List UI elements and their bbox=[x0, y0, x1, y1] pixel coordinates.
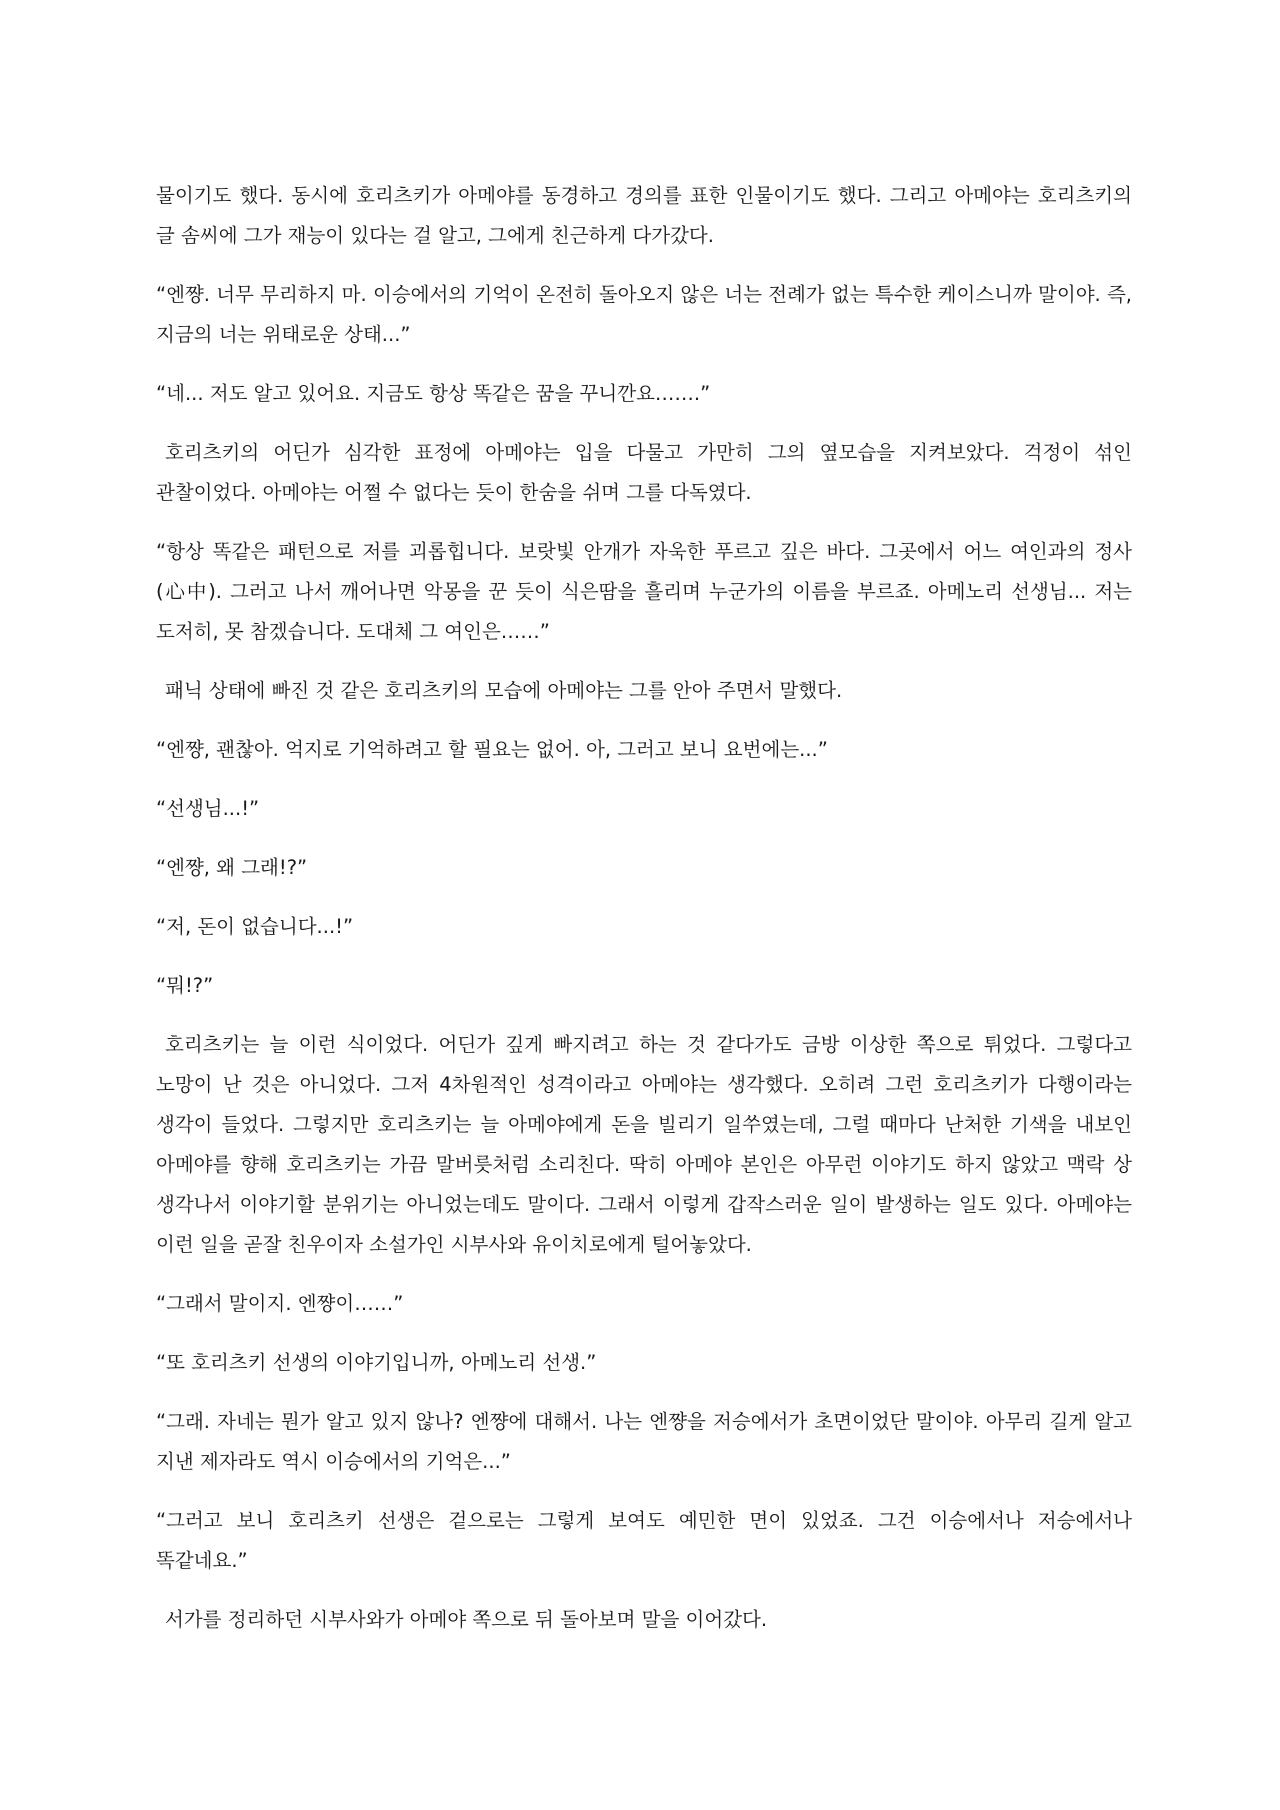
paragraph: “또 호리츠키 선생의 이야기입니까, 아메노리 선생.” bbox=[156, 1351, 597, 1374]
paragraph: “엔쨩, 왜 그래!?” bbox=[156, 856, 308, 879]
paragraph: “그래. 자네는 뭔가 알고 있지 않나? 엔쨩에 대해서. 나는 엔쨩을 저승에서가 초면이었단 말이야. 아무리 길게 알고 지낸 제자라도 역시 이승에서의 기억은...” bbox=[156, 1410, 1132, 1473]
paragraph: 패닉 상태에 빠진 것 같은 호리츠키의 모습에 아메야는 그를 안아 주면서 말했다. bbox=[165, 679, 843, 702]
paragraph: “그래서 말이지. 엔쨩이……” bbox=[156, 1292, 404, 1315]
paragraph: “그러고 보니 호리츠키 선생은 겉으로는 그렇게 보여도 예민한 면이 있었죠. 그건 이승에서나 저승에서나 똑같네요.” bbox=[156, 1509, 1132, 1572]
paragraph: “네... 저도 알고 있어요. 지금도 항상 똑같은 꿈을 꾸니깐요…….” bbox=[156, 382, 711, 405]
paragraph: “항상 똑같은 패턴으로 저를 괴롭힙니다. 보랏빛 안개가 자욱한 푸르고 깊은 바다. 그곳에서 어느 여인과의 정사(心中). 그러고 나서 깨어나면 악몽을 꾼 듯이 식은땀을 흘리며 누군가의 이름을 부르죠. 아메노리 선생님... 저는 도저히, 못 참겠습니다. 도대체 그 여인은……” bbox=[156, 540, 1132, 643]
paragraph: “엔쨩. 너무 무리하지 마. 이승에서의 기억이 온전히 돌아오지 않은 너는 전례가 없는 특수한 케이스니까 말이야. 즉, 지금의 너는 위태로운 상태...” bbox=[156, 283, 1132, 346]
paragraph: 호리츠키의 어딘가 심각한 표정에 아메야는 입을 다물고 가만히 그의 옆모습을 지켜보았다. 걱정이 섞인 관찰이었다. 아메야는 어쩔 수 없다는 듯이 한숨을 쉬며 그를 다독였다. bbox=[156, 441, 1132, 504]
paragraph: “선생님...!” bbox=[156, 797, 260, 820]
document-page bbox=[156, 176, 1132, 1659]
paragraph: 서가를 정리하던 시부사와가 아메야 쪽으로 뒤 돌아보며 말을 이어갔다. bbox=[165, 1608, 768, 1631]
paragraph: “뭐!?” bbox=[156, 974, 214, 997]
paragraph: “저, 돈이 없습니다...!” bbox=[156, 915, 354, 938]
paragraph: 물이기도 했다. 동시에 호리츠키가 아메야를 동경하고 경의를 표한 인물이기도 했다. 그리고 아메야는 호리츠키의 글 솜씨에 그가 재능이 있다는 걸 알고, 그에게 친근하게 다가갔다. bbox=[156, 184, 1132, 247]
paragraph: “엔쨩, 괜찮아. 억지로 기억하려고 할 필요는 없어. 아, 그러고 보니 요번에는...” bbox=[156, 738, 828, 761]
paragraph: 호리츠키는 늘 이런 식이었다. 어딘가 깊게 빠지려고 하는 것 같다가도 금방 이상한 쪽으로 튀었다. 그렇다고 노망이 난 것은 아니었다. 그저 4차원적인 성격이라고 아메야는 생각했다. 오히려 그런 호리츠키가 다행이라는 생각이 들었다. 그렇지만 호리츠키는 늘 아메야에게 돈을 빌리기 일쑤였는데, 그럴 때마다 난처한 기색을 내보인 아메야를 향해 호리츠키는 가끔 말버릇처럼 소리친다. 딱히 아메야 본인은 아무런 이야기도 하지 않았고 맥락 상 생각나서 이야기할 분위기는 아니었는데도 말이다. 그래서 이렇게 갑작스러운 일이 발생하는 일도 있다. 아메야는 이런 일을 곧잘 친우이자 소설가인 시부사와 유이치로에게 털어놓았다. bbox=[156, 1033, 1132, 1256]
